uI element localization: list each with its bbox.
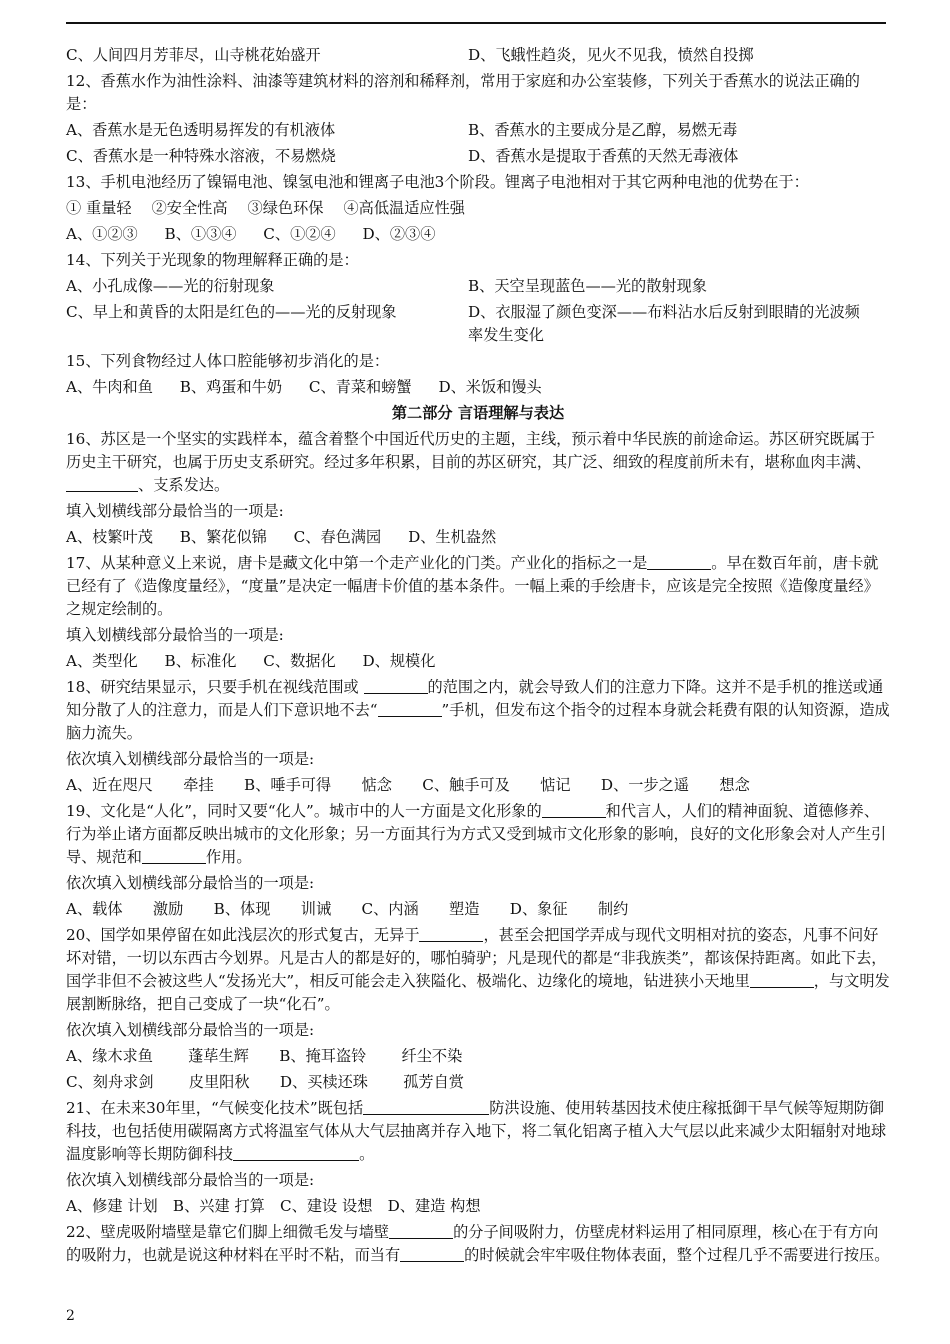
q21-stem-part1: 21、在未来30年里，“气候变化技术”既包括 — [66, 1099, 364, 1117]
q18-stem-part3: ”手机，但发布这个指令的过程本身就会耗费有限的认知资源，造成脑力流失。 — [66, 701, 890, 742]
q19-blank-1 — [542, 802, 606, 818]
q17-option-c: C、数据化 — [263, 652, 336, 670]
q19-prompt: 依次填入划横线部分最恰当的一项是: — [66, 874, 315, 892]
q18-prompt: 依次填入划横线部分最恰当的一项是: — [66, 750, 315, 768]
q12-option-c: C、香蕉水是一种特殊水溶液，不易燃烧 — [66, 147, 336, 165]
q14-stem: 14、下列关于光现象的物理解释正确的是： — [66, 251, 359, 269]
q12-option-a: A、香蕉水是无色透明易挥发的有机液体 — [66, 121, 336, 139]
page-number: 2 — [66, 1308, 75, 1324]
q12-option-d: D、香蕉水是提取于香蕉的天然无毒液体 — [468, 147, 739, 165]
q17-options — [66, 650, 890, 673]
q20-stem — [66, 924, 890, 1016]
q15-option-c: C、青菜和螃蟹 — [308, 378, 412, 396]
q17-blank — [647, 554, 711, 570]
q12-options-cd — [66, 145, 890, 168]
q13-stem: 13、手机电池经历了镍镉电池、镍氢电池和锂离子电池3个阶段。锂离子电池相对于其它两种电池的优势在于： — [66, 173, 809, 191]
q13-option-c: C、①②④ — [263, 225, 336, 243]
q18-blank-1 — [364, 678, 428, 694]
q21-stem — [66, 1097, 890, 1166]
q11-options-cd — [66, 44, 890, 67]
q15-option-d: D、米饭和馒头 — [438, 378, 542, 396]
q18-stem-part1: 18、研究结果显示，只要手机在视线范围或 — [66, 678, 364, 696]
q18-options: A、近在咫尺 牵挂 B、唾手可得 惦念 C、触手可及 惦记 D、一步之遥 想念 — [66, 776, 750, 794]
q15-stem: 15、下列食物经过人体口腔能够初步消化的是： — [66, 352, 390, 370]
q15-option-a: A、牛肉和鱼 — [66, 378, 153, 396]
q17-option-a: A、类型化 — [66, 652, 138, 670]
q16-option-c: C、春色满园 — [293, 528, 382, 546]
q13-items: ① 重量轻 ②安全性高 ③绿色环保 ④高低温适应性强 — [66, 199, 465, 217]
q18-stem — [66, 676, 890, 745]
q13-option-b: B、①③④ — [164, 225, 237, 243]
q16-option-b: B、繁花似锦 — [179, 528, 267, 546]
q12-options-ab — [66, 119, 890, 142]
q20-stem-part2: ，甚至会把国学弄成与现代文明相对抗的姿态，凡事不问好坏对错，一切以东西古今划界。凡是古人的都是好的，哪怕骑驴；凡是现代的都是“非我族类”，都该保持距离。如此下去，国学非但不会被这些人“发扬光大”，相反可能会走入狭隘化、极端化、边缘化的境地，钻进狭小天地里 — [66, 926, 887, 990]
q16-options — [66, 526, 890, 549]
q21-stem-part3: 。 — [359, 1145, 375, 1163]
q14-options-cd — [66, 301, 890, 347]
q22-blank-1 — [389, 1223, 453, 1239]
q16-stem — [66, 428, 890, 497]
q21-blank-2 — [233, 1145, 359, 1161]
q20-options-cd: C、刻舟求剑 皮里阳秋 D、买椟还珠 孤芳自赏 — [66, 1073, 464, 1091]
q13-option-d: D、②③④ — [362, 225, 436, 243]
q13-options — [66, 223, 890, 246]
q19-stem-part1: 19、文化是“人化”，同时又要“化人”。城市中的人一方面是文化形象的 — [66, 802, 542, 820]
q16-blank — [66, 476, 138, 492]
q14-option-c: C、早上和黄昏的太阳是红色的——光的反射现象 — [66, 303, 397, 321]
q19-options: A、载体 激励 B、体现 训诫 C、内涵 塑造 D、象征 制约 — [66, 900, 629, 918]
q14-options-ab — [66, 275, 890, 298]
q11-option-d: D、飞蛾性趋炎，见火不见我，愤然自投掷 — [468, 46, 754, 64]
q20-stem-part3: ，与文明发展割断脉络，把自己变成了一块“化石”。 — [66, 972, 890, 1013]
q19-stem-part3: 作用。 — [205, 848, 252, 866]
q17-stem-part1: 17、从某种意义上来说，唐卡是藏文化中第一个走产业化的门类。产业化的指标之一是 — [66, 554, 648, 572]
q21-stem-part2: 防洪设施、使用转基因技术使庄稼抵御干旱气候等短期防御科技，也包括使用碳隔离方式将温室气体从大气层抽离并存入地下，将二氧化铝离子植入大气层以此来减少太阳辐射对地球温度影响等长期防御科技 — [66, 1099, 887, 1163]
q21-options: A、修建 计划 B、兴建 打算 C、建设 设想 D、建造 构想 — [66, 1197, 481, 1215]
q15-option-b: B、鸡蛋和牛奶 — [179, 378, 283, 396]
q19-stem-part2: 和代言人，人们的精神面貌、道德修养、行为举止诸方面都反映出城市的文化形象；另一方面其行为方式又受到城市文化形象的影响，良好的文化形象会对人产生引导、规范和 — [66, 802, 887, 866]
q21-prompt: 依次填入划横线部分最恰当的一项是: — [66, 1171, 315, 1189]
q18-blank-2 — [378, 701, 442, 717]
exam-page-content — [66, 44, 890, 1270]
q20-blank-2 — [750, 972, 814, 988]
q17-option-d: D、规模化 — [362, 652, 436, 670]
q17-option-b: B、标准化 — [164, 652, 237, 670]
q11-option-c: C、人间四月芳菲尽，山寺桃花始盛开 — [66, 46, 321, 64]
q20-stem-part1: 20、国学如果停留在如此浅层次的形式复古，无异于 — [66, 926, 420, 944]
q15-options — [66, 376, 890, 399]
q17-stem-part2: 。早在数百年前，唐卡就已经有了《造像度量经》，“度量”是决定一幅唐卡价值的基本条件。一幅上乘的手绘唐卡，应该是完全按照《造像度量经》之规定绘制的。 — [66, 554, 879, 618]
q14-option-b: B、天空呈现蓝色——光的散射现象 — [468, 277, 707, 295]
q22-stem-part1: 22、壁虎吸附墙壁是靠它们脚上细微毛发与墙壁 — [66, 1223, 390, 1241]
q16-option-a: A、枝繁叶茂 — [66, 528, 153, 546]
q18-stem-part2: 的范围之内，就会导致人们的注意力下降。这并不是手机的推送或通知分散了人的注意力，而是人们下意识地不去“ — [66, 678, 884, 719]
q14-option-a: A、小孔成像——光的衍射现象 — [66, 277, 275, 295]
q22-stem — [66, 1221, 890, 1267]
q19-stem — [66, 800, 890, 869]
q12-stem: 12、香蕉水作为油性涂料、油漆等建筑材料的溶剂和稀释剂，常用于家庭和办公室装修，下列关于香蕉水的说法正确的是： — [66, 72, 860, 113]
q14-option-d: D、衣服湿了颜色变深——布料沾水后反射到眼睛的光波频率发生变化 — [468, 303, 860, 344]
q22-stem-part3: 的时候就会牢牢吸住物体表面，整个过程几乎不需要进行按压。 — [464, 1246, 890, 1264]
q17-prompt: 填入划横线部分最恰当的一项是: — [66, 626, 284, 644]
q22-stem-part2: 的分子间吸附力，仿壁虎材料运用了相同原理，核心在于有方向的吸附力，也就是说这种材料在平时不粘，而当有 — [66, 1223, 879, 1264]
q17-stem — [66, 552, 890, 621]
q19-blank-2 — [142, 848, 206, 864]
q20-options-ab: A、缘木求鱼 蓬荜生辉 B、掩耳盗铃 纤尘不染 — [66, 1047, 463, 1065]
q16-stem-part1: 16、苏区是一个坚实的实践样本，蕴含着整个中国近代历史的主题，主线，预示着中华民族的前途命运。苏区研究既属于历史主干研究，也属于历史支系研究。经过多年积累，目前的苏区研究，其广泛、细致的程度前所未有，堪称血肉丰满、 — [66, 430, 876, 471]
q22-blank-2 — [400, 1246, 464, 1262]
q16-prompt: 填入划横线部分最恰当的一项是: — [66, 502, 284, 520]
q16-option-d: D、生机盎然 — [408, 528, 497, 546]
header-rule — [66, 22, 886, 24]
q12-option-b: B、香蕉水的主要成分是乙醇，易燃无毒 — [468, 121, 738, 139]
q21-blank-1 — [363, 1099, 489, 1115]
q13-option-a: A、①②③ — [66, 225, 138, 243]
q20-blank-1 — [419, 926, 483, 942]
section-title: 第二部分 言语理解与表达 — [391, 404, 565, 422]
q16-stem-part2: 、支系发达。 — [138, 476, 230, 494]
q20-prompt: 依次填入划横线部分最恰当的一项是: — [66, 1021, 315, 1039]
